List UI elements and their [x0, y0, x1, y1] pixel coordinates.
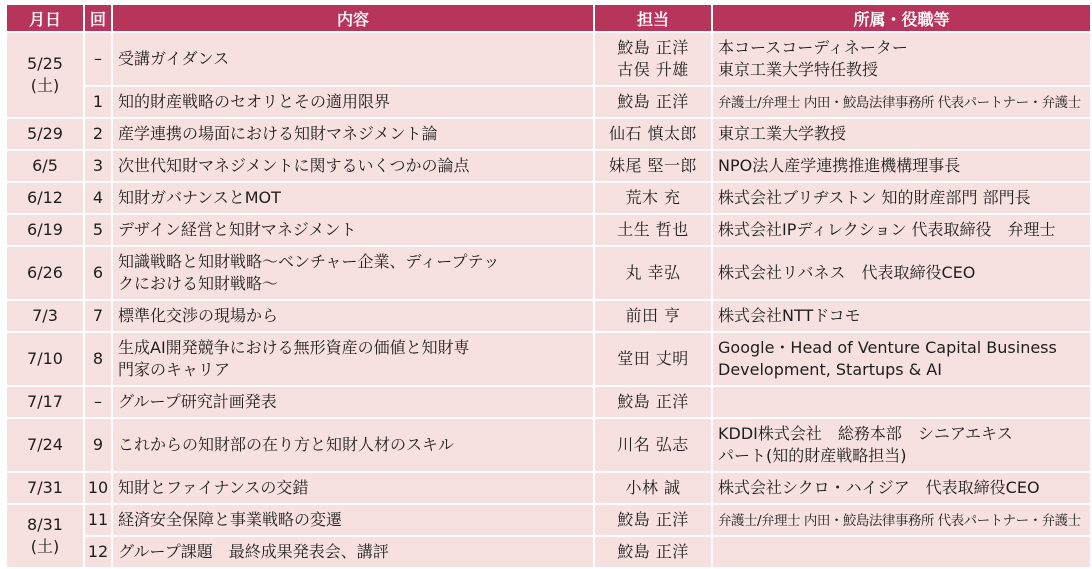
content-cell: グループ課題 最終成果発表会、講評 — [112, 536, 594, 568]
date-weekday: (土) — [30, 537, 60, 556]
table-row — [6, 300, 1091, 332]
date-cell: 5/29 — [6, 118, 84, 150]
table-row — [6, 86, 1091, 118]
session-number: 10 — [84, 472, 112, 504]
table-row — [6, 214, 1091, 246]
table-row — [6, 150, 1091, 182]
person-cell — [594, 32, 712, 86]
affiliation-cell — [712, 418, 1091, 472]
person-cell: 丸 幸弘 — [594, 246, 712, 300]
date-cell: 7/31 — [6, 472, 84, 504]
header-date: 月日 — [6, 4, 84, 32]
person-cell: 鮫島 正洋 — [594, 504, 712, 536]
date-cell: 6/5 — [6, 150, 84, 182]
person-cell: 土生 哲也 — [594, 214, 712, 246]
session-number: 5 — [84, 214, 112, 246]
session-number: 6 — [84, 246, 112, 300]
person-cell: 鮫島 正洋 — [594, 386, 712, 418]
affiliation-cell — [712, 536, 1091, 568]
date-cell: 6/26 — [6, 246, 84, 300]
table-row — [6, 332, 1091, 386]
table-row — [6, 472, 1091, 504]
content-cell: 知的財産戦略のセオリとその適用限界 — [112, 86, 594, 118]
session-number: 9 — [84, 418, 112, 472]
date-cell: 7/24 — [6, 418, 84, 472]
table-row — [6, 504, 1091, 536]
header-num: 回 — [84, 4, 112, 32]
affiliation-cell: 株式会社リバネス 代表取締役CEO — [712, 246, 1091, 300]
table-row — [6, 32, 1091, 86]
content-cell: デザイン経営と知財マネジメント — [112, 214, 594, 246]
session-number: 2 — [84, 118, 112, 150]
content-cell: 次世代知財マネジメントに関するいくつかの論点 — [112, 150, 594, 182]
content-cell: 知財ガバナンスとMOT — [112, 182, 594, 214]
person-cell: 川名 弘志 — [594, 418, 712, 472]
affiliation-cell: 株式会社NTTドコモ — [712, 300, 1091, 332]
affiliation-text: KDDI株式会社 総務本部 シニアエキス — [718, 424, 1013, 443]
affiliation-text: パート(知的財産戦略担当) — [718, 446, 907, 465]
session-number: 1 — [84, 86, 112, 118]
date-cell — [6, 504, 84, 568]
table-row — [6, 418, 1091, 472]
affiliation-cell — [712, 332, 1091, 386]
date-cell: 6/12 — [6, 182, 84, 214]
content-cell — [112, 332, 594, 386]
schedule-table — [5, 3, 1092, 569]
content-line: 生成AI開発競争における無形資産の価値と知財専 — [118, 338, 470, 357]
affiliation-cell — [712, 504, 1091, 536]
person-cell: 鮫島 正洋 — [594, 86, 712, 118]
content-cell: グループ研究計画発表 — [112, 386, 594, 418]
session-number: 8 — [84, 332, 112, 386]
header-row — [6, 4, 1091, 32]
affiliation-text: 東京工業大学特任教授 — [718, 60, 879, 79]
affiliation-text: Google・Head of Venture Capital Business — [718, 338, 1057, 357]
affiliation-text: 弁護士/弁理士 内田・鮫島法律事務所 代表パートナー・弁護士 — [718, 512, 1081, 529]
table-row — [6, 118, 1091, 150]
content-cell — [112, 246, 594, 300]
person-name: 古俣 升雄 — [617, 60, 689, 79]
affiliation-text: Development, Startups & AI — [718, 360, 942, 379]
header-affiliation: 所属・役職等 — [712, 4, 1091, 32]
date-cell — [6, 32, 84, 118]
header-content: 内容 — [112, 4, 594, 32]
content-cell: 経済安全保障と事業戦略の変遷 — [112, 504, 594, 536]
affiliation-cell — [712, 86, 1091, 118]
affiliation-cell: 東京工業大学教授 — [712, 118, 1091, 150]
session-number: 3 — [84, 150, 112, 182]
person-cell: 堂田 丈明 — [594, 332, 712, 386]
date-cell: 7/3 — [6, 300, 84, 332]
affiliation-cell — [712, 32, 1091, 86]
date-weekday: (土) — [30, 76, 60, 95]
affiliation-cell: 株式会社IPディレクション 代表取締役 弁理士 — [712, 214, 1091, 246]
person-cell: 前田 亨 — [594, 300, 712, 332]
person-cell: 荒木 充 — [594, 182, 712, 214]
session-number: 7 — [84, 300, 112, 332]
content-cell: 受講ガイダンス — [112, 32, 594, 86]
header-person: 担当 — [594, 4, 712, 32]
affiliation-cell: NPO法人産学連携推進機構理事長 — [712, 150, 1091, 182]
person-cell: 小林 誠 — [594, 472, 712, 504]
content-cell: 知財とファイナンスの交錯 — [112, 472, 594, 504]
table-row — [6, 536, 1091, 568]
affiliation-cell: 株式会社ブリヂストン 知的財産部門 部門長 — [712, 182, 1091, 214]
date-cell: 7/17 — [6, 386, 84, 418]
person-name: 鮫島 正洋 — [617, 38, 689, 57]
affiliation-cell — [712, 386, 1091, 418]
date-cell: 6/19 — [6, 214, 84, 246]
content-line: 門家のキャリア — [118, 360, 231, 379]
session-number: – — [84, 386, 112, 418]
person-cell: 仙石 慎太郎 — [594, 118, 712, 150]
person-cell: 妹尾 堅一郎 — [594, 150, 712, 182]
content-line: 知識戦略と知財戦略～ベンチャー企業、ディープテッ — [118, 252, 500, 271]
affiliation-text: 本コースコーディネーター — [718, 38, 908, 57]
table-row — [6, 182, 1091, 214]
date-text: 8/31 — [27, 515, 63, 534]
content-cell: 産学連携の場面における知財マネジメント論 — [112, 118, 594, 150]
session-number: 11 — [84, 504, 112, 536]
session-number: 4 — [84, 182, 112, 214]
session-number: – — [84, 32, 112, 86]
affiliation-cell: 株式会社シクロ・ハイジア 代表取締役CEO — [712, 472, 1091, 504]
content-cell: これからの知財部の在り方と知財人材のスキル — [112, 418, 594, 472]
date-cell: 7/10 — [6, 332, 84, 386]
date-text: 5/25 — [27, 54, 63, 73]
session-number: 12 — [84, 536, 112, 568]
content-cell: 標準化交渉の現場から — [112, 300, 594, 332]
table-row — [6, 386, 1091, 418]
person-cell: 鮫島 正洋 — [594, 536, 712, 568]
table-row — [6, 246, 1091, 300]
affiliation-text: 弁護士/弁理士 内田・鮫島法律事務所 代表パートナー・弁護士 — [718, 94, 1081, 111]
content-line: クにおける知財戦略～ — [118, 274, 279, 293]
